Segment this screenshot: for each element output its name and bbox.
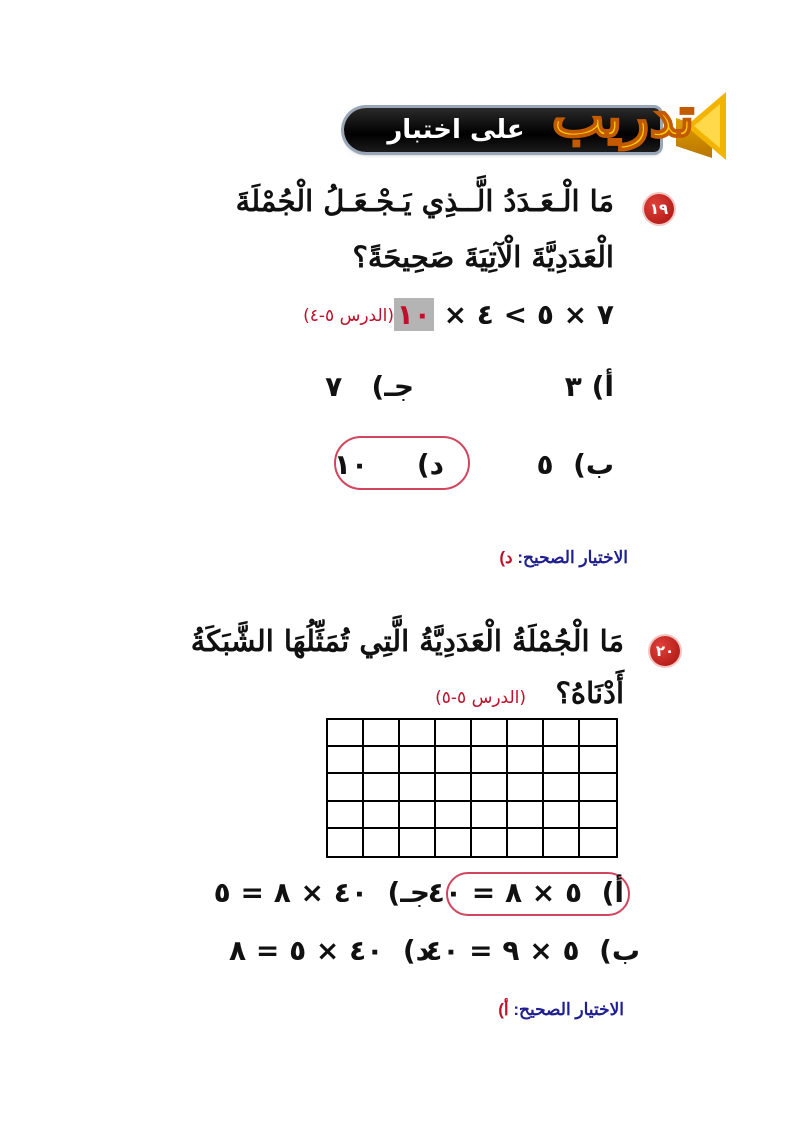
- equation-answer-highlight: ١٠: [394, 298, 434, 331]
- grid-cell: [472, 829, 508, 856]
- question-number-badge: ٢٠: [650, 636, 680, 666]
- lesson-reference: (الدرس ٥-٤): [303, 306, 394, 326]
- grid-cell: [364, 774, 400, 801]
- grid-cell: [328, 747, 364, 774]
- option-c[interactable]: [214, 876, 430, 909]
- grid-cell: [544, 774, 580, 801]
- option-a-value: ٥ × ٨ = ٤٠: [427, 876, 583, 909]
- grid-cell: [400, 774, 436, 801]
- grid-cell: [436, 774, 472, 801]
- option-b[interactable]: [425, 934, 640, 967]
- grid-cell: [364, 747, 400, 774]
- option-c[interactable]: [325, 370, 414, 403]
- grid-cell: [544, 829, 580, 856]
- grid-cell: [508, 829, 544, 856]
- grid-cell: [544, 802, 580, 829]
- grid-cell: [328, 802, 364, 829]
- question-19-line-2: الْعَدَدِيَّةَ الْآتِيَةَ صَحِيحَةً؟: [352, 240, 614, 274]
- grid-cell: [400, 802, 436, 829]
- grid-cell: [508, 747, 544, 774]
- option-d-label: د): [402, 934, 430, 967]
- option-a-label: أ): [601, 876, 624, 909]
- grid-cell: [580, 802, 616, 829]
- option-c-value: ٤٠ × ٨ = ٥: [213, 876, 368, 909]
- banner-title: تدريب: [551, 84, 695, 150]
- option-b[interactable]: [536, 448, 614, 481]
- grid-cell: [580, 720, 616, 747]
- option-a-label: أ): [591, 370, 614, 403]
- question-20-line-1: مَا الْجُمْلَةُ الْعَدَدِيَّةُ الَّتِي تُمَثِّلُهَا الشَّبَكَةُ: [190, 624, 624, 658]
- grid-cell: [328, 829, 364, 856]
- grid-cell: [400, 829, 436, 856]
- grid-cell: [508, 774, 544, 801]
- correct-answer-label: الاختيار الصحيح:: [513, 1000, 624, 1019]
- grid-cell: [580, 747, 616, 774]
- option-c-value: ٧: [325, 370, 343, 403]
- question-20-line-2: أَدْنَاهُ؟: [555, 676, 624, 710]
- equation-left: ٧ × ٥ > ٤ ×: [443, 298, 614, 331]
- option-d-label: د): [416, 448, 444, 481]
- question-19-line-1: مَا الْـعَـدَدُ الَّــذِي يَـجْـعَـلُ الْجُمْلَةَ: [235, 184, 614, 218]
- correct-answer-value: أ): [498, 1000, 509, 1019]
- grid-cell: [328, 720, 364, 747]
- question-number-badge: ١٩: [644, 194, 674, 224]
- grid-cell: [436, 720, 472, 747]
- option-b-value: ٥: [536, 448, 554, 481]
- option-d-value: ٤٠ × ٥ = ٨: [229, 934, 384, 967]
- question-19-equation: [394, 298, 614, 331]
- correct-answer-20: [498, 1000, 624, 1020]
- grid-cell: [544, 720, 580, 747]
- option-d-value: ١٠: [333, 448, 369, 481]
- option-b-label: ب): [599, 934, 640, 967]
- grid-cell: [472, 802, 508, 829]
- correct-answer-19: [499, 548, 628, 568]
- grid-cell: [364, 802, 400, 829]
- grid-cell: [472, 747, 508, 774]
- option-d[interactable]: [334, 448, 444, 481]
- grid-cell: [364, 720, 400, 747]
- correct-answer-label: الاختيار الصحيح:: [517, 548, 628, 567]
- grid-cell: [436, 747, 472, 774]
- grid-cell: [508, 802, 544, 829]
- grid-cell: [400, 747, 436, 774]
- grid-cell: [436, 829, 472, 856]
- grid-cell: [580, 774, 616, 801]
- grid-cell: [436, 802, 472, 829]
- grid-cell: [472, 774, 508, 801]
- option-b-label: ب): [573, 448, 614, 481]
- grid-cell: [364, 829, 400, 856]
- option-a[interactable]: [428, 876, 624, 909]
- banner-subtitle: على اختبار: [387, 115, 525, 145]
- option-c-label: جـ): [387, 876, 430, 909]
- grid-cell: [472, 720, 508, 747]
- option-c-label: جـ): [371, 370, 414, 403]
- grid-cell: [400, 720, 436, 747]
- option-a[interactable]: [565, 370, 614, 403]
- option-a-value: ٣: [564, 370, 582, 403]
- correct-answer-value: د): [499, 548, 513, 567]
- lesson-reference: (الدرس ٥-٥): [435, 688, 526, 708]
- grid-cell: [580, 829, 616, 856]
- option-b-value: ٥ × ٩ = ٤٠: [425, 934, 580, 967]
- grid-cell: [328, 774, 364, 801]
- array-grid: [326, 718, 618, 858]
- grid-cell: [544, 747, 580, 774]
- option-d[interactable]: [229, 934, 430, 967]
- grid-cell: [508, 720, 544, 747]
